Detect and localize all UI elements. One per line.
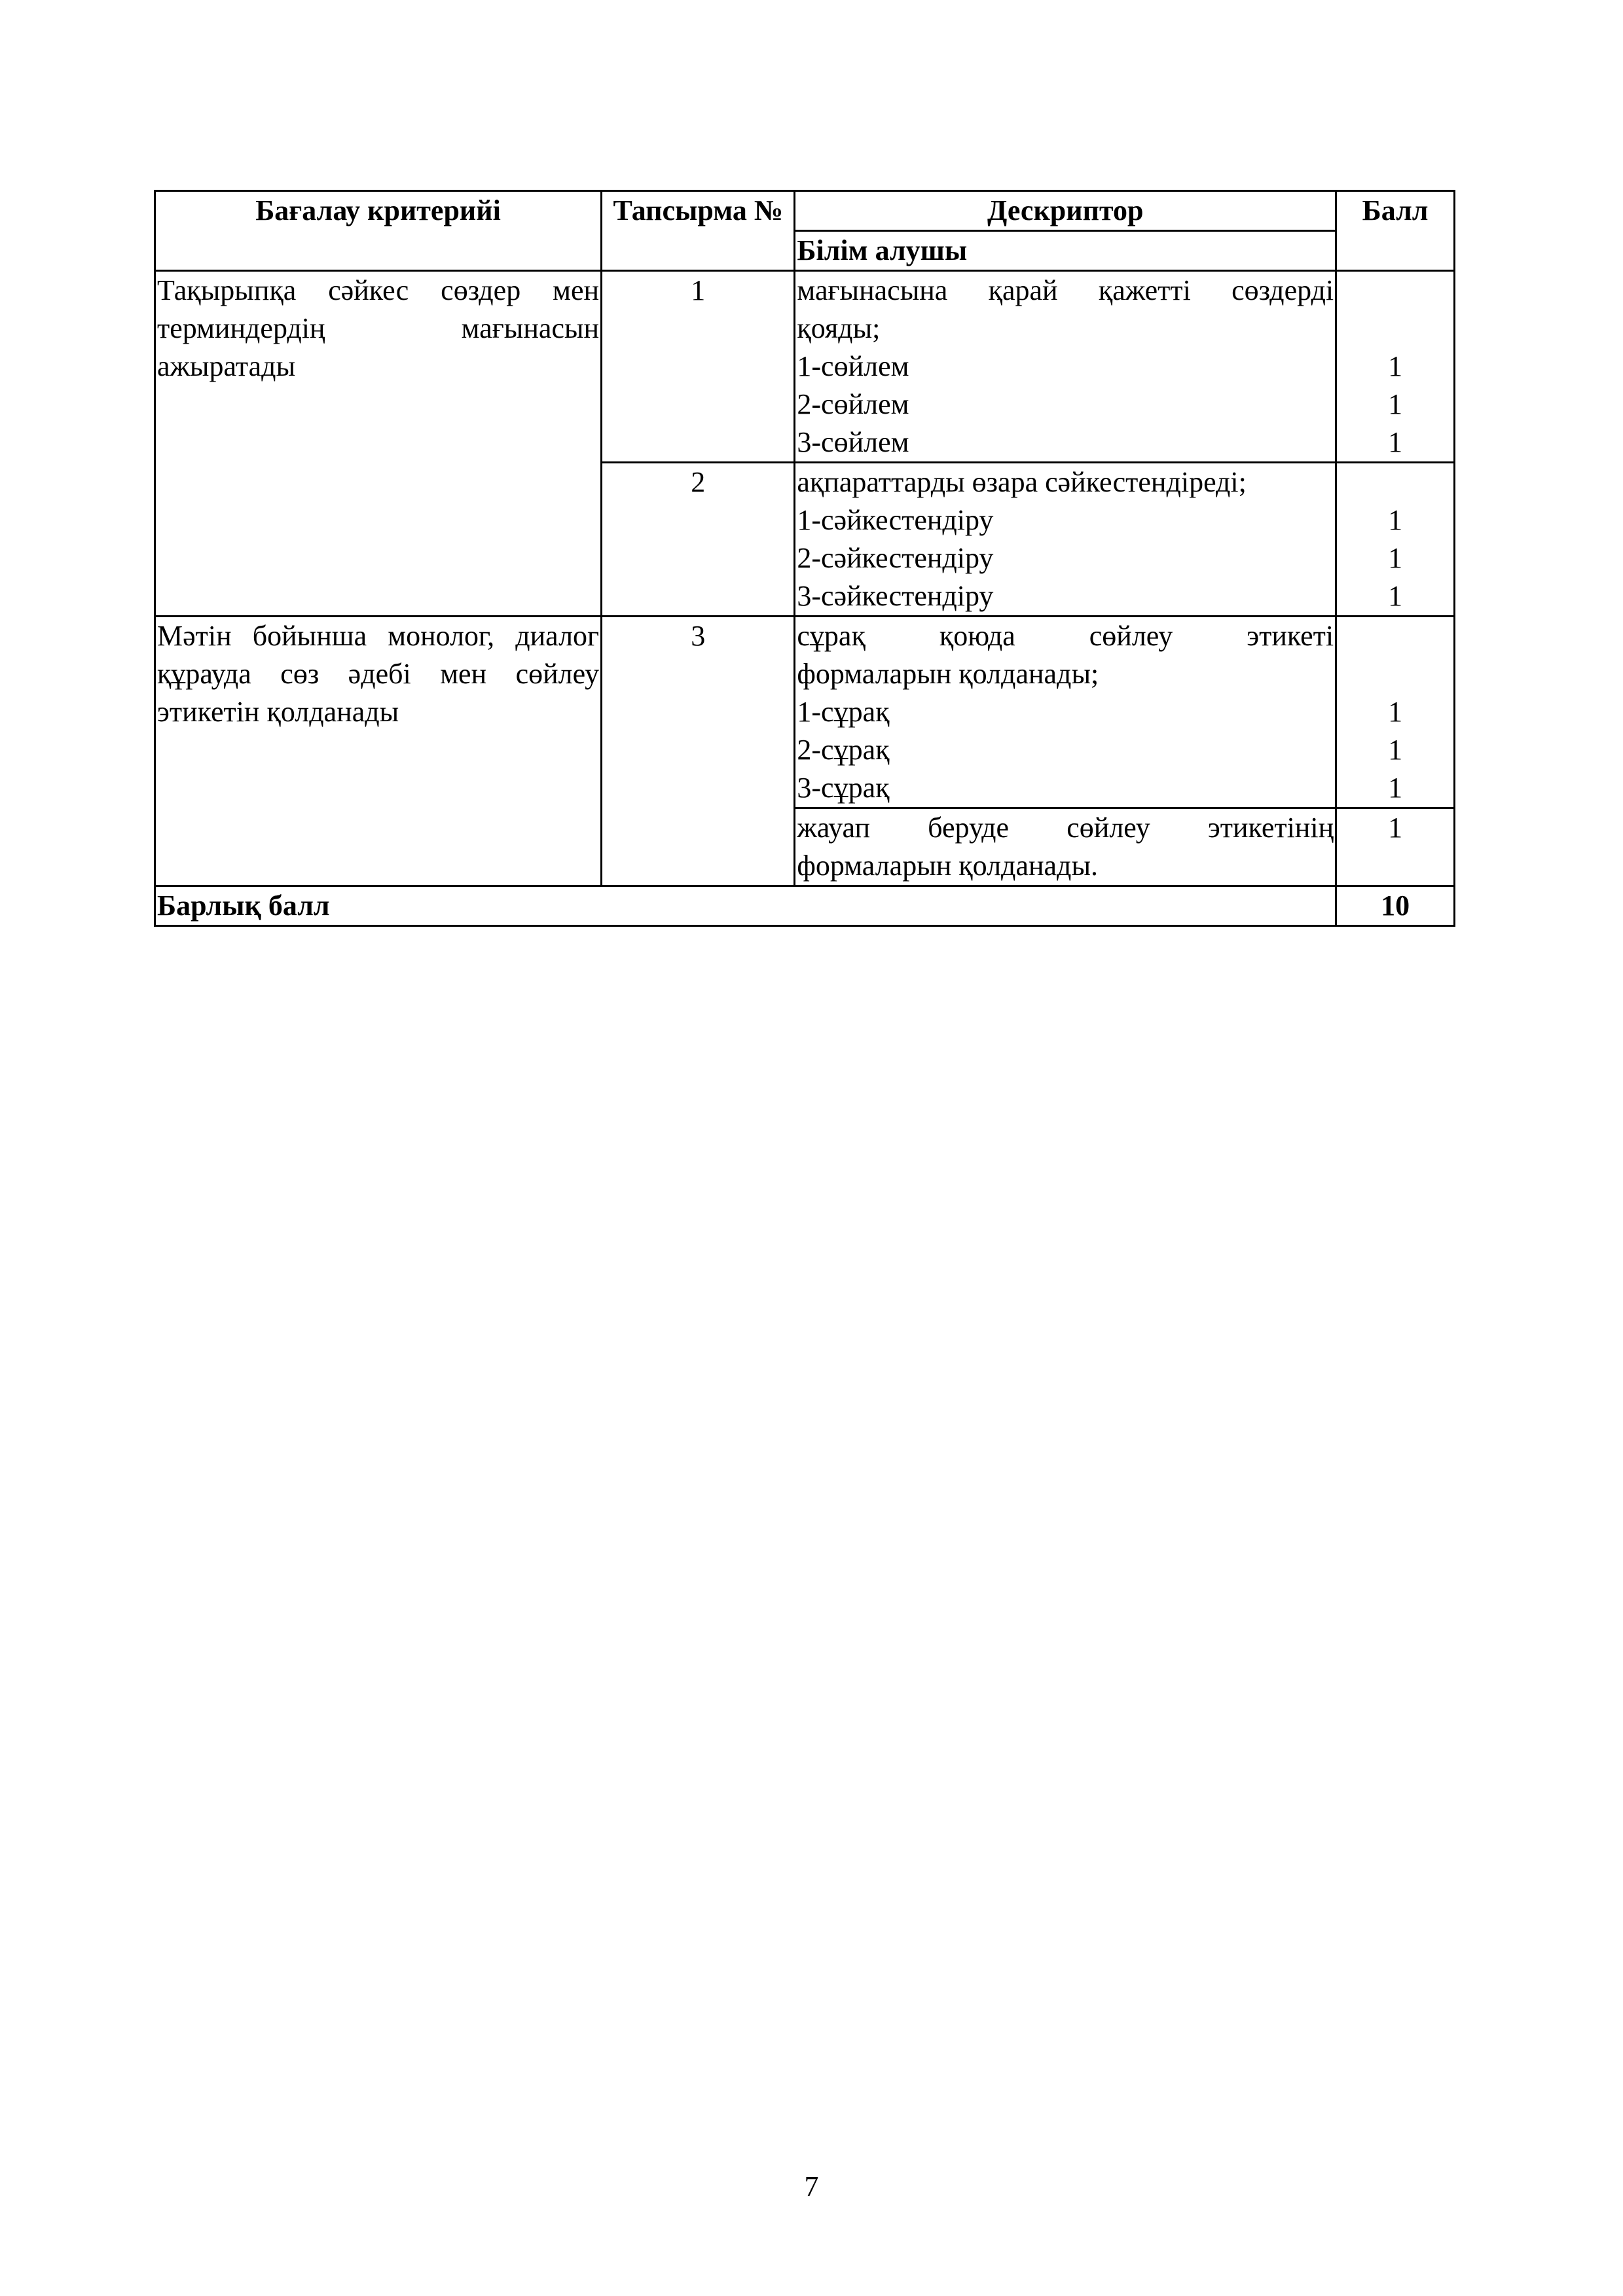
total-value: 10 bbox=[1336, 886, 1455, 926]
total-row bbox=[155, 886, 1455, 926]
header-criteria: Бағалау критерийі bbox=[155, 191, 602, 271]
descriptor-item: 1-сұрақ bbox=[797, 696, 890, 728]
score-cell bbox=[1336, 271, 1455, 463]
score-value: 1 bbox=[1388, 426, 1403, 458]
descriptor-item: 3-сөйлем bbox=[797, 426, 909, 458]
descriptor-text: қояды; bbox=[797, 312, 881, 344]
header-descriptor-sub: Білім алушы bbox=[795, 231, 1336, 271]
score-value: 1 bbox=[1388, 734, 1403, 766]
descriptor-item: 1-сәйкестендіру bbox=[797, 504, 994, 536]
descriptor-item: 2-сөйлем bbox=[797, 388, 909, 420]
score-value: 1 bbox=[1388, 580, 1403, 612]
total-label: Барлық балл bbox=[155, 886, 1336, 926]
table-header-row bbox=[155, 191, 1455, 231]
score-cell bbox=[1336, 617, 1455, 808]
table-row bbox=[155, 617, 1455, 808]
descriptor-cell bbox=[795, 271, 1336, 463]
descriptor-text: сұрақ қоюда сөйлеу этикеті bbox=[797, 620, 1334, 652]
score-value: 1 bbox=[1388, 812, 1403, 844]
descriptor-item: 3-сәйкестендіру bbox=[797, 580, 994, 612]
descriptor-cell bbox=[795, 808, 1336, 886]
task-number: 3 bbox=[602, 617, 795, 886]
descriptor-text: формаларын қолданады. bbox=[797, 850, 1098, 882]
score-value: 1 bbox=[1388, 696, 1403, 728]
descriptor-cell bbox=[795, 617, 1336, 808]
score-cell bbox=[1336, 463, 1455, 617]
task-number: 1 bbox=[602, 271, 795, 463]
header-score: Балл bbox=[1336, 191, 1455, 271]
descriptor-text: формаларын қолданады; bbox=[797, 658, 1099, 690]
criteria-cell: Тақырыпқа сәйкес сөздер мен терминдердің мағынасын ажыратады bbox=[155, 271, 602, 617]
descriptor-text: жауап беруде сөйлеу этикетінің bbox=[797, 812, 1334, 844]
descriptor-cell bbox=[795, 463, 1336, 617]
header-task-label: Тапсырма № bbox=[613, 194, 784, 226]
descriptor-text: ақпараттарды өзара сәйкестендіреді; bbox=[797, 466, 1247, 498]
criteria-cell: Мәтін бойынша монолог, диалог құрауда сөз әдебі мен сөйлеу этикетін қолданады bbox=[155, 617, 602, 886]
table-row bbox=[155, 271, 1455, 463]
descriptor-item: 2-сәйкестендіру bbox=[797, 542, 994, 574]
score-cell bbox=[1336, 808, 1455, 886]
descriptor-item: 1-сөйлем bbox=[797, 350, 909, 382]
descriptor-item: 2-сұрақ bbox=[797, 734, 890, 766]
score-value: 1 bbox=[1388, 772, 1403, 804]
descriptor-item: 3-сұрақ bbox=[797, 772, 890, 804]
score-value: 1 bbox=[1388, 504, 1403, 536]
score-value: 1 bbox=[1388, 542, 1403, 574]
header-descriptor: Дескриптор bbox=[795, 191, 1336, 231]
score-value: 1 bbox=[1388, 350, 1403, 382]
task-number: 2 bbox=[602, 463, 795, 617]
descriptor-text: мағынасына қарай қажетті сөздерді bbox=[797, 274, 1334, 306]
page-number: 7 bbox=[804, 2170, 819, 2202]
assessment-rubric-table bbox=[154, 190, 1455, 927]
score-value: 1 bbox=[1388, 388, 1403, 420]
header-task bbox=[602, 191, 795, 271]
